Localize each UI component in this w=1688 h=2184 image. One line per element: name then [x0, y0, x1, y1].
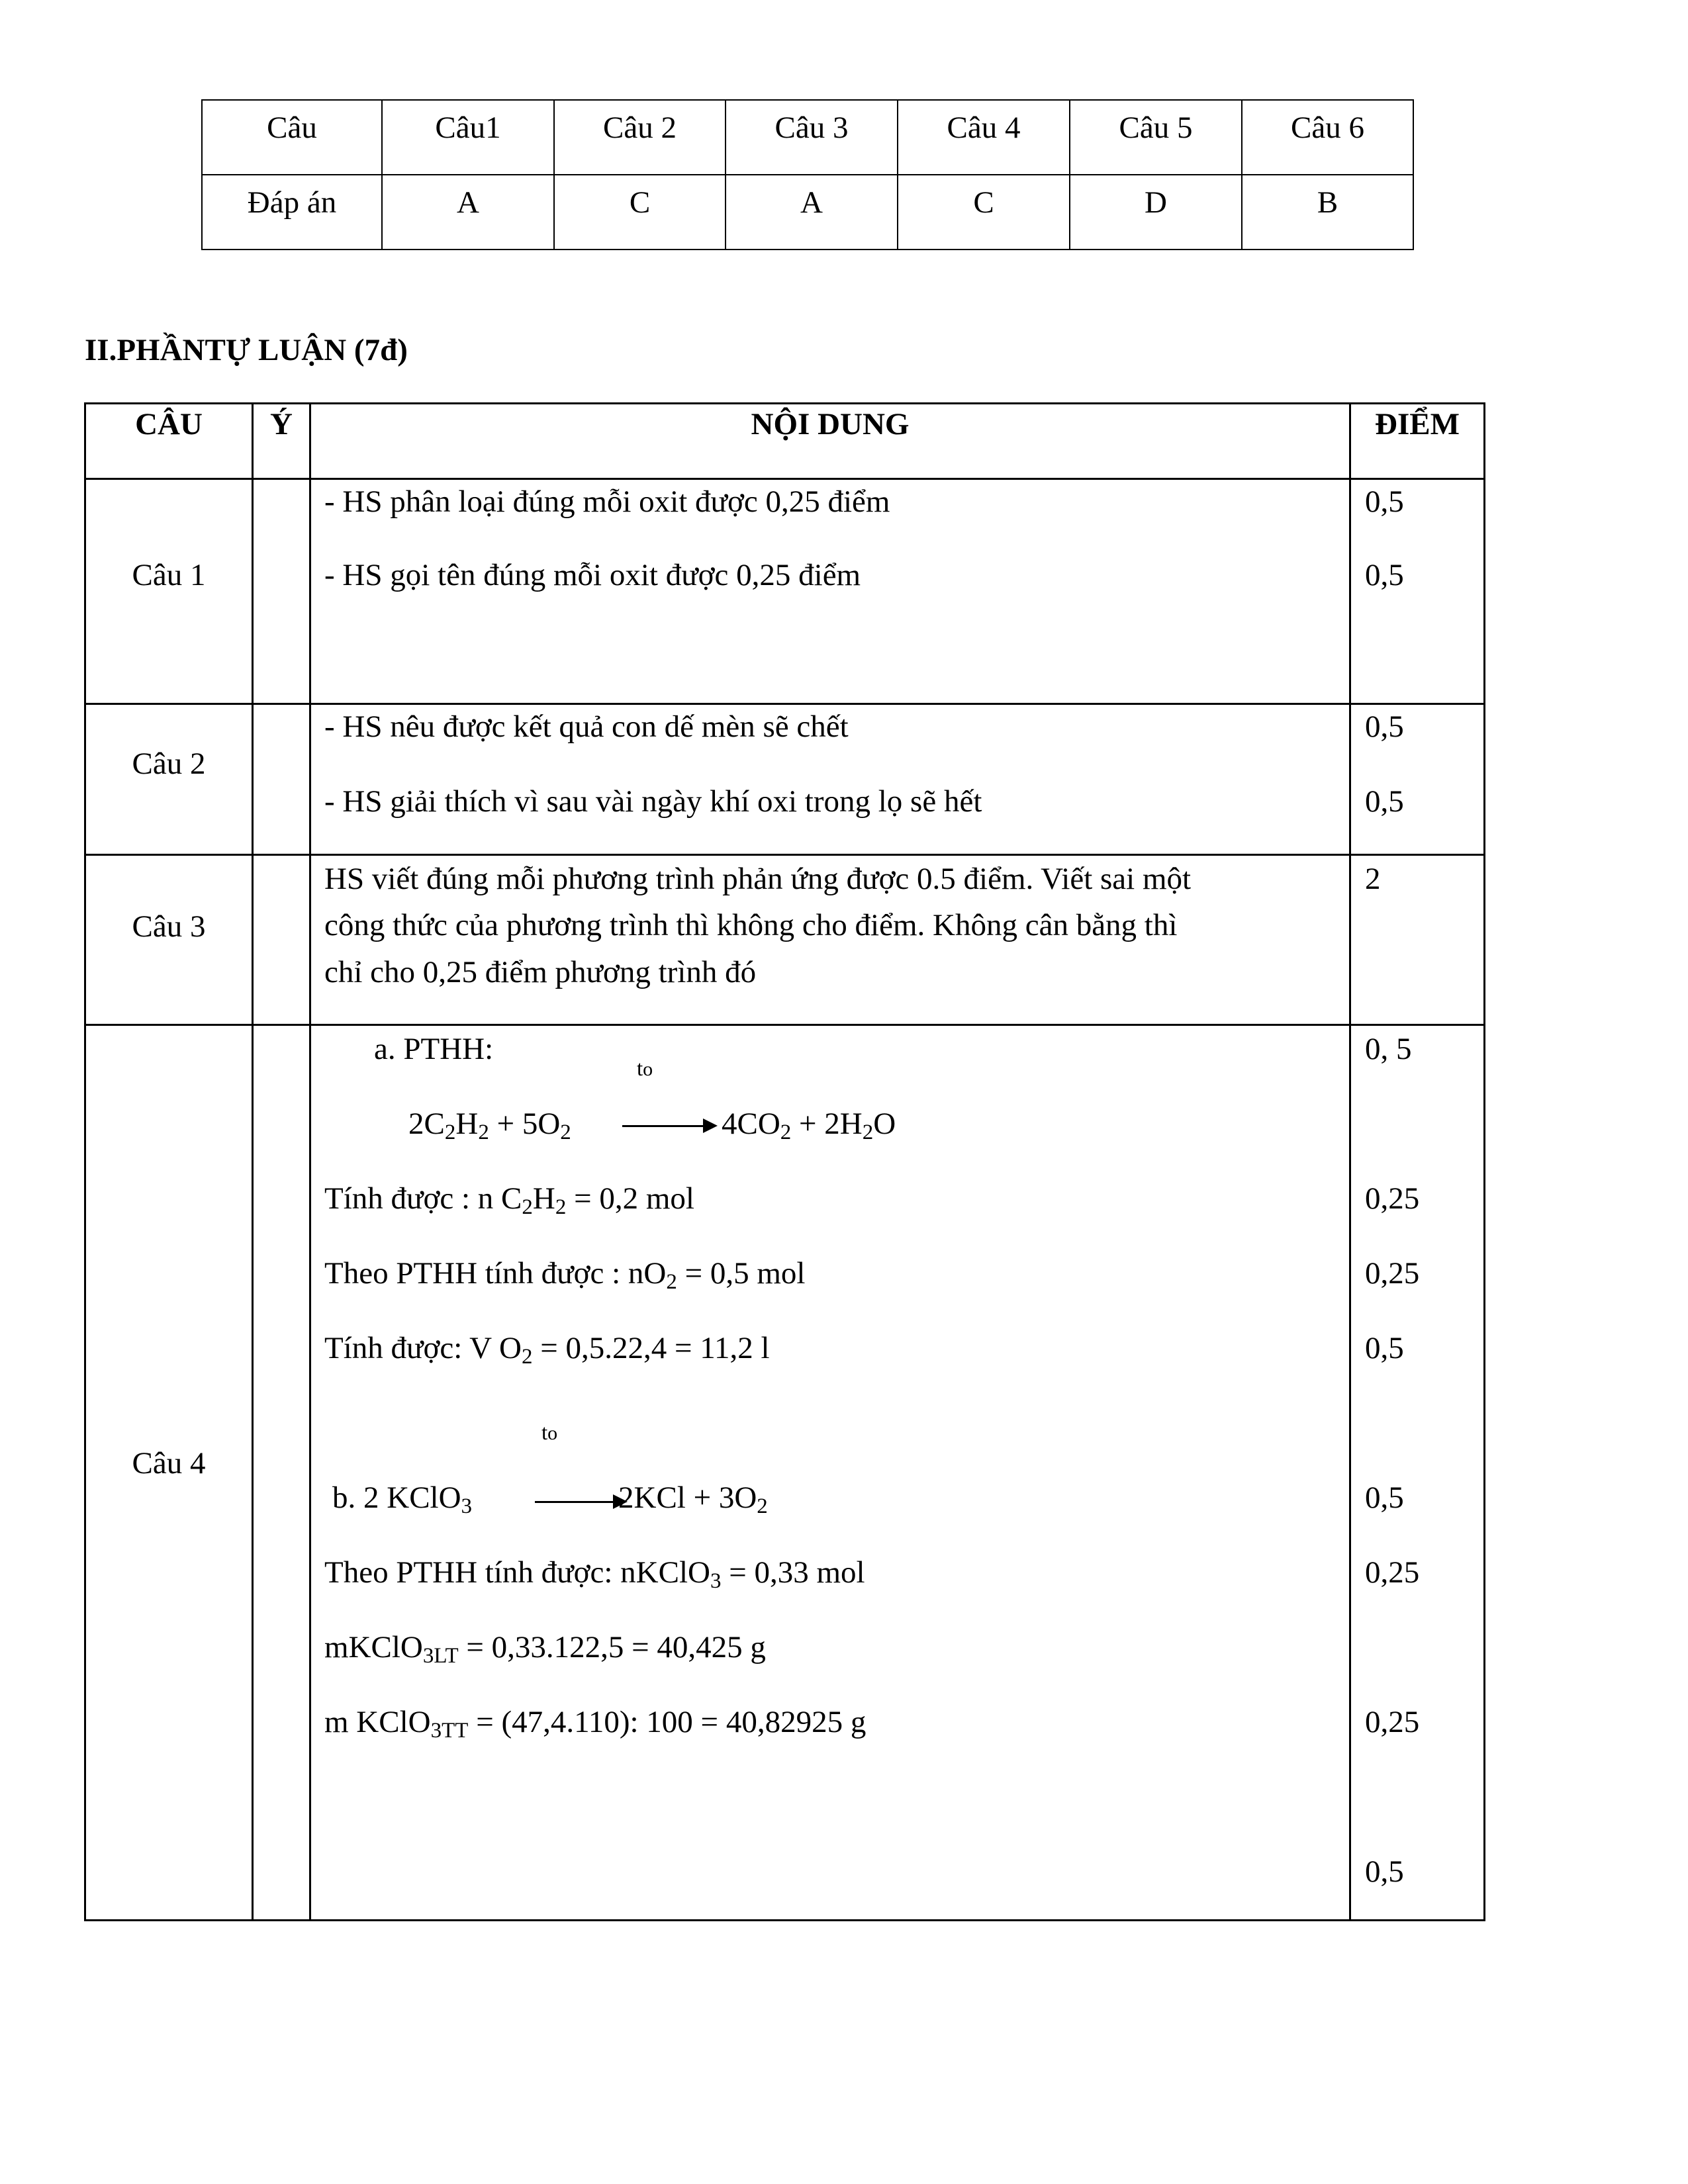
answer-question-4: Câu 4 [898, 100, 1070, 175]
calc5-text: mKClO [324, 1630, 423, 1664]
calc2-sub: 2 [666, 1270, 677, 1294]
header-y: Ý [270, 407, 293, 441]
cau3-line1: HS viết đúng mỗi phương trình phản ứng được 0.5 điểm. Viết sai một [324, 862, 1192, 896]
answer-table-header-row [202, 100, 1413, 175]
cau4-score-2: 0,25 [1365, 1181, 1420, 1216]
eq-a-text: 2C [408, 1107, 445, 1141]
grid-line [1483, 402, 1485, 1921]
grid-line [252, 402, 254, 1921]
grid-line [84, 478, 1485, 480]
answer-value-3: A [726, 175, 898, 250]
cau4-eq-a-left [408, 1109, 571, 1144]
temp-degree: o [547, 1422, 558, 1444]
grid-line [84, 1919, 1485, 1921]
header-diem: ĐIỂM [1375, 407, 1460, 441]
temp-degree: o [643, 1058, 653, 1080]
eq-a-right-text: 4CO [722, 1107, 780, 1141]
answer-question-5: Câu 5 [1070, 100, 1242, 175]
eq-a-sub: 2 [478, 1120, 489, 1144]
calc5-sub: 3LT [422, 1644, 459, 1668]
calc1-text: Tính được : n C [324, 1181, 522, 1216]
grid-line [84, 402, 1485, 404]
reaction-arrow-icon [622, 1125, 715, 1127]
grid-line [84, 854, 1485, 856]
eq-b-text: b. 2 KClO [332, 1480, 461, 1515]
calc1-sub: 2 [555, 1195, 567, 1219]
cau1-line1: - HS phân loại đúng mỗi oxit được 0,25 điểm [324, 484, 890, 519]
grid-line [1349, 402, 1351, 1921]
calc6-text: m KClO [324, 1705, 431, 1739]
cau3-score: 2 [1365, 862, 1381, 896]
eq-a-sub: 2 [444, 1120, 456, 1144]
cau2-label: Câu 2 [132, 747, 206, 781]
section-title: II.PHẦNTỰ LUẬN (7đ) [85, 333, 408, 367]
cau4-eq-a-right: $4CO_2 + 2H_2O$ [722, 1107, 896, 1144]
cau1-label: Câu 1 [132, 558, 206, 592]
cau1-line2: - HS gọi tên đúng mỗi oxit được 0,25 điểm [324, 558, 861, 592]
cau2-line2: - HS giải thích vì sau vài ngày khí oxi trong lọ sẽ hết [324, 784, 982, 819]
cau1-score2: 0,5 [1365, 558, 1404, 592]
calc1-value: = 0,2 mol [574, 1181, 694, 1216]
header-noi-dung: NỘI DUNG [751, 407, 910, 441]
cau4-score-8: 0,5 [1365, 1854, 1404, 1889]
grid-line [309, 402, 311, 1921]
eq-a-c2h2: $2C_2H_2 + 5O_2$ [408, 1107, 571, 1144]
answer-question-6: Câu 6 [1242, 100, 1413, 175]
temp-t: t [637, 1057, 643, 1081]
cau4-score-7: 0,25 [1365, 1705, 1420, 1739]
cau4-eq-b-right [618, 1482, 768, 1518]
cau4-score-5: 0,5 [1365, 1480, 1404, 1515]
calc1-sub: 2 [522, 1195, 533, 1219]
calc6-sub: 3TT [430, 1719, 469, 1743]
calc2-text: Theo PTHH tính được : nO [324, 1256, 667, 1291]
cau4-calc4 [324, 1557, 865, 1592]
calc5-value: = 0,33.122,5 = 40,425 g [466, 1630, 766, 1664]
cau4-calc2 [324, 1258, 805, 1293]
calc3-sub: 2 [521, 1345, 533, 1369]
grid-line [84, 703, 1485, 705]
answer-value-5: D [1070, 175, 1242, 250]
header-cau: CÂU [135, 407, 203, 441]
answer-value-6: B [1242, 175, 1413, 250]
answer-question-3: Câu 3 [726, 100, 898, 175]
calc3-text: Tính được: V O [324, 1331, 522, 1365]
answer-table [201, 99, 1414, 250]
cau1-score1: 0,5 [1365, 484, 1404, 519]
calc2-value: = 0,5 mol [684, 1256, 806, 1291]
cau4-temp-label-a [637, 1057, 653, 1081]
cau2-score2: 0,5 [1365, 784, 1404, 819]
cau4-calc5 [324, 1632, 766, 1667]
grid-line [84, 402, 86, 1921]
cau3-label: Câu 3 [132, 909, 206, 944]
cau4-temp-label-b [541, 1421, 557, 1445]
answer-question-2: Câu 2 [554, 100, 726, 175]
cau3-line3: chỉ cho 0,25 điểm phương trình đó [324, 955, 757, 989]
cau2-score1: 0,5 [1365, 709, 1404, 744]
eq-b-right-text: 2KCl + 3O [618, 1480, 757, 1515]
cau2-line1: - HS nêu được kết quả con dế mèn sẽ chết [324, 709, 849, 744]
answer-question-1: Câu1 [382, 100, 554, 175]
calc4-value: = 0,33 mol [729, 1555, 865, 1590]
answer-value-4: C [898, 175, 1070, 250]
grid-line [84, 1024, 1485, 1026]
calc4-text: Theo PTHH tính được: nKClO [324, 1555, 710, 1590]
eq-a-sub: 2 [560, 1120, 571, 1144]
cau4-calc1: Tính được : n $C_2H_2 = 0,2$ mol [324, 1181, 694, 1219]
cau4-score-3: 0,25 [1365, 1256, 1420, 1291]
eq-a-sub: 2 [862, 1120, 874, 1144]
answer-value-1: A [382, 175, 554, 250]
cau4-eq-b-left [332, 1482, 472, 1518]
answer-row-label-answer: Đáp án [202, 175, 382, 250]
eq-a-sub: 2 [780, 1120, 792, 1144]
cau4-score-6: 0,25 [1365, 1555, 1420, 1590]
cau4-label: Câu 4 [132, 1446, 206, 1480]
answer-row-label-question: Câu [202, 100, 382, 175]
cau4-calc6 [324, 1707, 866, 1742]
eq-b-sub: 2 [757, 1494, 768, 1518]
cau4-a-heading: a. PTHH: [374, 1032, 494, 1066]
eq-b-sub: 3 [461, 1494, 473, 1518]
answer-table-answer-row [202, 175, 1413, 250]
cau4-score-1: 0, 5 [1365, 1032, 1412, 1066]
reaction-arrow-icon [535, 1501, 625, 1503]
cau3-line2: công thức của phương trình thì không cho điểm. Không cân bằng thì [324, 908, 1178, 942]
calc6-value: = (47,4.110): 100 = 40,82925 g [476, 1705, 867, 1739]
calc4-sub: 3 [710, 1569, 722, 1593]
answer-value-2: C [554, 175, 726, 250]
temp-t: t [541, 1421, 548, 1445]
cau4-calc3 [324, 1333, 770, 1368]
calc3-value: = 0,5.22,4 = 11,2 l [540, 1331, 770, 1365]
cau4-score-4: 0,5 [1365, 1331, 1404, 1365]
